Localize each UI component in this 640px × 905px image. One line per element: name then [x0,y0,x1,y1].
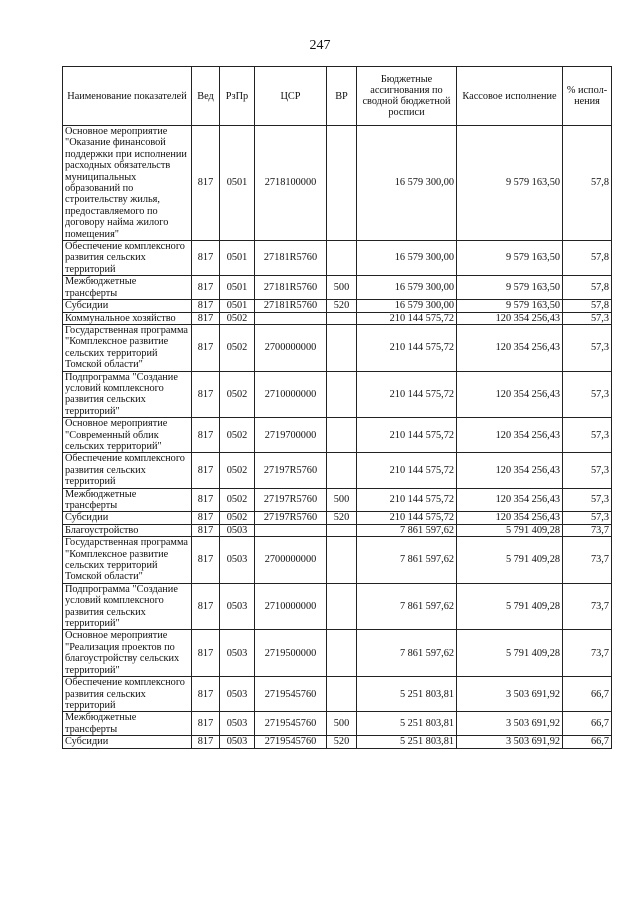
cell-cash: 5 791 409,28 [457,630,563,677]
cell-csr: 2710000000 [255,583,327,630]
cell-rzpr: 0502 [220,312,255,324]
table-row [63,488,612,512]
table-row [63,300,612,312]
page-number: 247 [309,38,331,53]
table-header-row [63,67,612,126]
table-row [63,736,612,748]
cell-ved: 817 [192,276,220,300]
cell-budget: 210 144 575,72 [357,324,457,371]
cell-rzpr: 0502 [220,371,255,418]
cell-percent: 57,3 [563,418,612,453]
cell-csr: 27197R5760 [255,453,327,488]
cell-csr: 27181R5760 [255,276,327,300]
cell-budget: 210 144 575,72 [357,512,457,524]
cell-name: Межбюджетные трансферты [63,488,192,512]
cell-percent: 66,7 [563,736,612,748]
cell-ved: 817 [192,300,220,312]
table-row [63,324,612,371]
cell-rzpr: 0503 [220,712,255,736]
cell-ved: 817 [192,524,220,536]
cell-csr: 27181R5760 [255,300,327,312]
cell-name: Субсидии [63,512,192,524]
cell-percent: 73,7 [563,630,612,677]
cell-percent: 57,3 [563,512,612,524]
cell-ved: 817 [192,312,220,324]
cell-csr: 2710000000 [255,371,327,418]
cell-ved: 817 [192,324,220,371]
cell-percent: 57,3 [563,312,612,324]
cell-csr: 27181R5760 [255,241,327,276]
cell-budget: 7 861 597,62 [357,583,457,630]
table-row [63,276,612,300]
cell-name: Основное мероприятие "Реализация проектов по благоустройству сельских территорий" [63,630,192,677]
cell-ved: 817 [192,537,220,584]
cell-vr: 500 [327,712,357,736]
cell-vr [327,453,357,488]
cell-cash: 3 503 691,92 [457,677,563,712]
cell-ved: 817 [192,630,220,677]
cell-percent: 73,7 [563,537,612,584]
cell-name: Благоустройство [63,524,192,536]
cell-budget: 16 579 300,00 [357,126,457,241]
table-row [63,418,612,453]
cell-vr [327,241,357,276]
cell-csr: 2719545760 [255,677,327,712]
cell-percent: 57,3 [563,453,612,488]
cell-rzpr: 0501 [220,126,255,241]
cell-percent: 57,8 [563,126,612,241]
cell-ved: 817 [192,241,220,276]
cell-cash: 120 354 256,43 [457,324,563,371]
cell-vr [327,677,357,712]
header-vr: ВР [327,67,357,126]
cell-budget: 7 861 597,62 [357,537,457,584]
cell-vr [327,630,357,677]
cell-rzpr: 0503 [220,677,255,712]
cell-name: Основное мероприятие "Современный облик сельских территорий" [63,418,192,453]
cell-csr: 27197R5760 [255,488,327,512]
cell-rzpr: 0503 [220,524,255,536]
cell-cash: 9 579 163,50 [457,126,563,241]
cell-name: Обеспечение комплексного развития сельских территорий [63,241,192,276]
cell-cash: 9 579 163,50 [457,241,563,276]
cell-budget: 210 144 575,72 [357,418,457,453]
cell-name: Подпрограмма "Создание условий комплексного развития сельских территорий" [63,371,192,418]
cell-ved: 817 [192,371,220,418]
cell-csr: 2719545760 [255,712,327,736]
cell-percent: 57,3 [563,371,612,418]
header-percent: % испол-нения [563,67,612,126]
cell-csr: 2719545760 [255,736,327,748]
cell-percent: 57,8 [563,241,612,276]
cell-percent: 57,3 [563,324,612,371]
cell-percent: 57,3 [563,488,612,512]
cell-name: Подпрограмма "Создание условий комплексного развития сельских территорий" [63,583,192,630]
cell-vr [327,537,357,584]
cell-cash: 9 579 163,50 [457,276,563,300]
cell-vr [327,126,357,241]
cell-csr: 2718100000 [255,126,327,241]
cell-rzpr: 0502 [220,418,255,453]
table-row [63,371,612,418]
cell-budget: 210 144 575,72 [357,312,457,324]
cell-csr: 2719500000 [255,630,327,677]
cell-cash: 120 354 256,43 [457,512,563,524]
header-cash: Кассовое исполнение [457,67,563,126]
cell-budget: 210 144 575,72 [357,453,457,488]
table-row [63,453,612,488]
cell-percent: 66,7 [563,712,612,736]
cell-percent: 66,7 [563,677,612,712]
cell-cash: 120 354 256,43 [457,371,563,418]
cell-ved: 817 [192,488,220,512]
cell-name: Межбюджетные трансферты [63,712,192,736]
cell-budget: 7 861 597,62 [357,524,457,536]
cell-csr [255,312,327,324]
cell-name: Обеспечение комплексного развития сельских территорий [63,453,192,488]
table-row [63,537,612,584]
cell-vr [327,524,357,536]
cell-ved: 817 [192,512,220,524]
cell-rzpr: 0503 [220,630,255,677]
cell-vr: 520 [327,512,357,524]
cell-name: Коммунальное хозяйство [63,312,192,324]
table-row [63,512,612,524]
cell-vr: 520 [327,736,357,748]
cell-vr: 500 [327,276,357,300]
cell-vr [327,312,357,324]
cell-budget: 5 251 803,81 [357,712,457,736]
cell-budget: 5 251 803,81 [357,736,457,748]
table-row [63,524,612,536]
cell-name: Государственная программа "Комплексное развитие сельских территорий Томской области" [63,324,192,371]
cell-name: Обеспечение комплексного развития сельских территорий [63,677,192,712]
cell-cash: 3 503 691,92 [457,736,563,748]
cell-csr: 27197R5760 [255,512,327,524]
cell-cash: 5 791 409,28 [457,524,563,536]
cell-vr: 500 [327,488,357,512]
cell-budget: 5 251 803,81 [357,677,457,712]
cell-cash: 120 354 256,43 [457,312,563,324]
cell-budget: 16 579 300,00 [357,276,457,300]
cell-name: Основное мероприятие "Оказание финансовой поддержки при исполнении расходных обязательств муниципальных образований по строительству жилья, предоставляемого по договору найма жилого помещения" [63,126,192,241]
cell-rzpr: 0503 [220,537,255,584]
cell-ved: 817 [192,736,220,748]
cell-rzpr: 0502 [220,488,255,512]
cell-rzpr: 0501 [220,300,255,312]
cell-name: Субсидии [63,300,192,312]
cell-rzpr: 0503 [220,736,255,748]
cell-rzpr: 0501 [220,241,255,276]
cell-ved: 817 [192,453,220,488]
cell-cash: 5 791 409,28 [457,583,563,630]
cell-csr: 2700000000 [255,324,327,371]
cell-csr: 2700000000 [255,537,327,584]
cell-csr: 2719700000 [255,418,327,453]
cell-budget: 7 861 597,62 [357,630,457,677]
cell-cash: 3 503 691,92 [457,712,563,736]
cell-percent: 57,8 [563,276,612,300]
header-rzpr: РзПр [220,67,255,126]
header-ved: Вед [192,67,220,126]
cell-budget: 210 144 575,72 [357,488,457,512]
cell-csr [255,524,327,536]
cell-cash: 5 791 409,28 [457,537,563,584]
header-csr: ЦСР [255,67,327,126]
cell-cash: 120 354 256,43 [457,453,563,488]
cell-cash: 120 354 256,43 [457,488,563,512]
cell-percent: 73,7 [563,524,612,536]
cell-ved: 817 [192,712,220,736]
cell-rzpr: 0502 [220,453,255,488]
cell-vr [327,324,357,371]
cell-ved: 817 [192,418,220,453]
table-row [63,241,612,276]
cell-rzpr: 0502 [220,512,255,524]
cell-name: Субсидии [63,736,192,748]
cell-budget: 16 579 300,00 [357,241,457,276]
table-row [63,630,612,677]
cell-ved: 817 [192,126,220,241]
budget-execution-table [62,66,612,749]
table-row [63,126,612,241]
table-row [63,583,612,630]
cell-name: Межбюджетные трансферты [63,276,192,300]
cell-cash: 9 579 163,50 [457,300,563,312]
cell-budget: 16 579 300,00 [357,300,457,312]
cell-rzpr: 0503 [220,583,255,630]
table-row [63,677,612,712]
cell-name: Государственная программа "Комплексное развитие сельских территорий Томской области" [63,537,192,584]
cell-rzpr: 0501 [220,276,255,300]
cell-ved: 817 [192,677,220,712]
table-row [63,312,612,324]
cell-percent: 57,8 [563,300,612,312]
cell-vr: 520 [327,300,357,312]
cell-ved: 817 [192,583,220,630]
cell-vr [327,371,357,418]
cell-cash: 120 354 256,43 [457,418,563,453]
header-name: Наименование показателей [63,67,192,126]
table-row [63,712,612,736]
cell-budget: 210 144 575,72 [357,371,457,418]
cell-percent: 73,7 [563,583,612,630]
cell-rzpr: 0502 [220,324,255,371]
header-budget: Бюджетные ассигнования по сводной бюджетной росписи [357,67,457,126]
table-body [63,126,612,749]
cell-vr [327,583,357,630]
cell-vr [327,418,357,453]
